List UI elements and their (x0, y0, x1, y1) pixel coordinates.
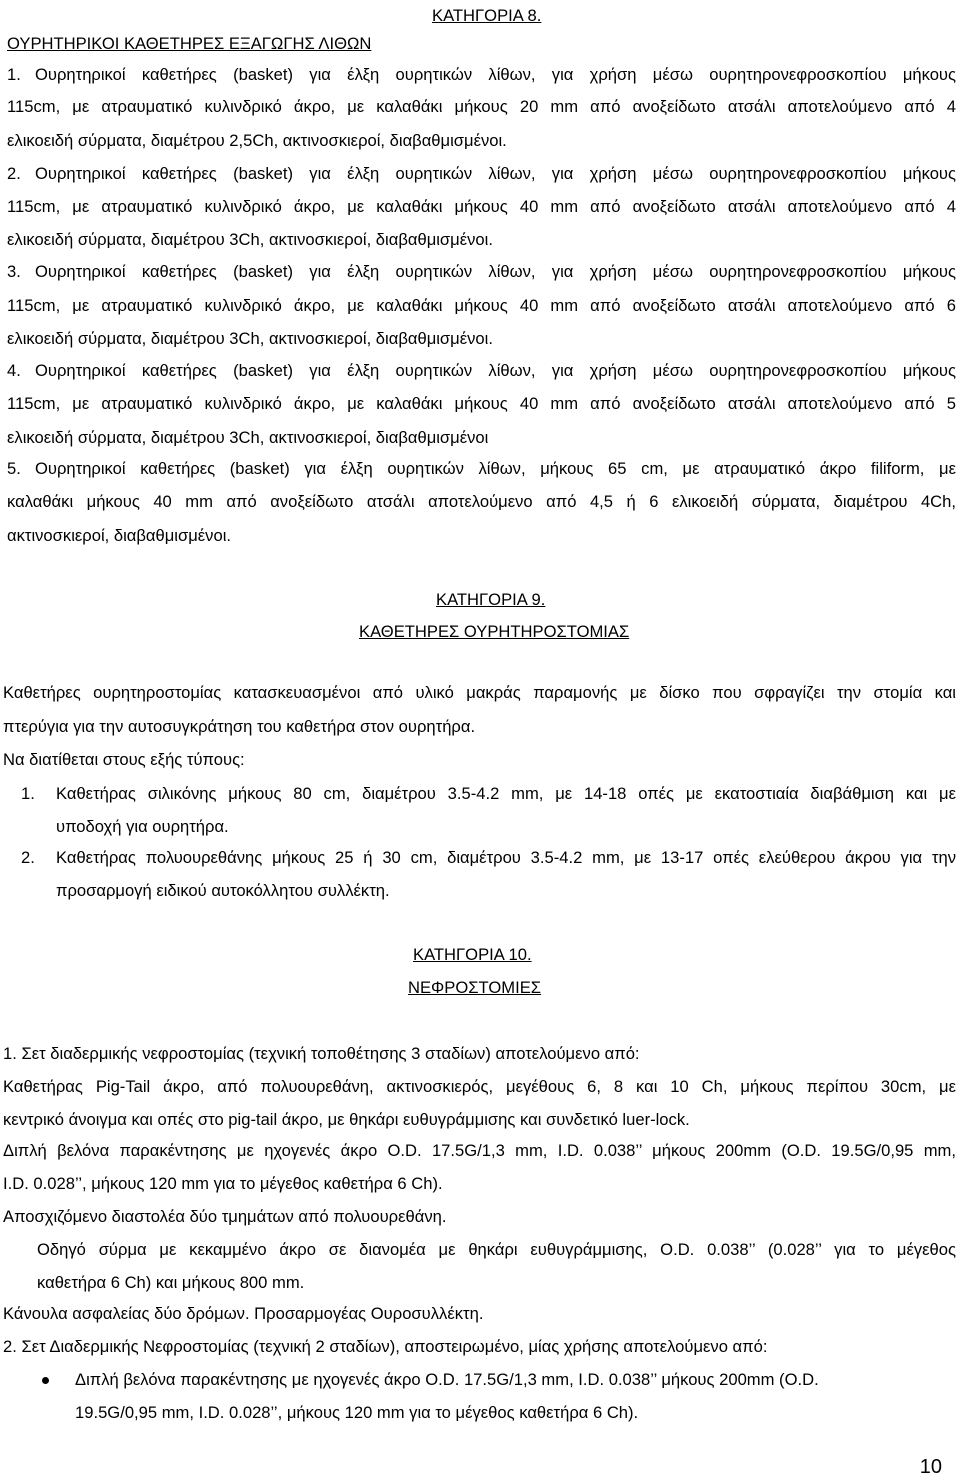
cat8-title: ΟΥΡΗΤΗΡΙΚΟΙ ΚΑΘΕΤΗΡΕΣ ΕΞΑΓΩΓΗΣ ΛΙΘΩΝ (7, 34, 372, 53)
cat8-item-4-num: 4. (7, 361, 21, 380)
cat8-item-4-line-1: Ουρητηρικοί καθετήρες (basket) για έλξη ουρητικών λίθων, για χρήση μέσω ουρητηρονεφροσκοπίου μήκους (35, 361, 956, 380)
cat8-item-5-num: 5. (7, 459, 21, 478)
cat10-set2-title: 2. Σετ Διαδερμικής Νεφροστομίας (τεχνική 2 σταδίων), αποστειρωμένο, μίας χρήσης αποτελούμενο από: (3, 1337, 768, 1356)
cat8-item-3-num: 3. (7, 262, 21, 281)
cat8-item-2-line-1: Ουρητηρικοί καθετήρες (basket) για έλξη ουρητικών λίθων, για χρήση μέσω ουρητηρονεφροσκοπίου μήκους (35, 164, 956, 183)
cat10-set1-title: 1. Σετ διαδερμικής νεφροστομίας (τεχνική τοποθέτησης 3 σταδίων) αποτελούμενο από: (3, 1044, 640, 1063)
cat10-set1-cannula: Κάνουλα ασφαλείας δύο δρόμων. Προσαρμογέας Ουροσυλλέκτη. (3, 1304, 484, 1323)
cat10-set1-needle-line-2: I.D. 0.028’’, μήκους 120 mm για το μέγεθος καθετήρα 6 Ch). (3, 1174, 443, 1193)
cat10-set1-catheter-line-2: κεντρικό άνοιγμα και οπές στο pig-tail άκρο, με θηκάρι ευθυγράμμισης και συνδετικό luer-lock. (3, 1110, 690, 1129)
cat9-item-1-line-2: υποδοχή για ουρητήρα. (56, 817, 229, 836)
cat8-item-5-line-1: Ουρητηρικοί καθετήρες (basket) για έλξη ουρητικών λίθων, μήκους 65 cm, με ατραυματικό άκρο filiform, με (35, 459, 956, 478)
bullet-icon (42, 1377, 49, 1384)
cat8-item-3-line-1: Ουρητηρικοί καθετήρες (basket) για έλξη ουρητικών λίθων, για χρήση μέσω ουρητηρονεφροσκοπίου μήκους (35, 262, 956, 281)
cat10-set2-bullet-line-2: 19.5G/0,95 mm, I.D. 0.028’’, μήκους 120 mm για το μέγεθος καθετήρα 6 Ch). (75, 1403, 639, 1422)
cat9-title: ΚΑΘΕΤΗΡΕΣ ΟΥΡΗΤΗΡΟΣΤΟΜΙΑΣ (359, 622, 630, 641)
cat10-set1-needle-line-1: Διπλή βελόνα παρακέντησης με ηχογενές άκρο O.D. 17.5G/1,3 mm, I.D. 0.038’’ μήκους 200mm (O.D. 19.5G/0,95 mm, (3, 1141, 956, 1160)
cat8-item-3-line-2: 115cm, με ατραυματικό κυλινδρικό άκρο, με καλαθάκι μήκους 40 mm από ανοξείδωτο ατσάλι αποτελούμενο από 6 (7, 296, 956, 315)
cat9-available: Να διατίθεται στους εξής τύπους: (3, 750, 245, 769)
cat8-item-3-line-3: ελικοειδή σύρματα, διαμέτρου 3Ch, ακτινοσκιεροί, διαβαθμισμένοι. (7, 329, 493, 348)
cat8-item-1-line-2: 115cm, με ατραυματικό κυλινδρικό άκρο, με καλαθάκι μήκους 20 mm από ανοξείδωτο ατσάλι αποτελούμενο από 4 (7, 97, 956, 116)
cat8-item-1-num: 1. (7, 65, 21, 84)
cat9-item-1-line-1: Καθετήρας σιλικόνης μήκους 80 cm, διαμέτρου 3.5-4.2 mm, με 14-18 οπές με εκατοστιαία διαβάθμιση και με (56, 784, 956, 803)
cat10-set1-guide-line-1: Οδηγό σύρμα με κεκαμμένο άκρο σε διανομέα με θηκάρι ευθυγράμμισης, O.D. 0.038’’ (0.028’’ για το μέγεθος (37, 1240, 956, 1259)
cat8-item-2-line-2: 115cm, με ατραυματικό κυλινδρικό άκρο, με καλαθάκι μήκους 40 mm από ανοξείδωτο ατσάλι αποτελούμενο από 4 (7, 197, 956, 216)
cat9-intro-line-1: Καθετήρες ουρητηροστομίας κατασκευασμένοι από υλικό μακράς παραμονής με δίσκο που σφραγίζει την στομία και (3, 683, 956, 702)
cat8-item-2-line-3: ελικοειδή σύρματα, διαμέτρου 3Ch, ακτινοσκιεροί, διαβαθμισμένοι. (7, 230, 493, 249)
cat10-title: ΝΕΦΡΟΣΤΟΜΙΕΣ (408, 978, 542, 997)
cat10-heading: ΚΑΤΗΓΟΡΙΑ 10. (413, 945, 532, 964)
cat9-item-2-line-1: Καθετήρας πολυουρεθάνης μήκους 25 ή 30 cm, διαμέτρου 3.5-4.2 mm, με 13-17 οπές ελεύθερου άκρου για την (56, 848, 956, 867)
cat8-item-4-line-2: 115cm, με ατραυματικό κυλινδρικό άκρο, με καλαθάκι μήκους 40 mm από ανοξείδωτο ατσάλι αποτελούμενο από 5 (7, 394, 956, 413)
cat10-set1-dilator: Αποσχιζόμενο διαστολέα δύο τμημάτων από πολυουρεθάνη. (3, 1207, 447, 1226)
cat8-item-5-line-2: καλαθάκι μήκους 40 mm από ανοξείδωτο ατσάλι αποτελούμενο από 4,5 ή 6 ελικοειδή σύρματα, διαμέτρου 4Ch, (7, 492, 956, 511)
page-number: 10 (919, 1456, 942, 1478)
cat10-set2-bullet-line-1: Διπλή βελόνα παρακέντησης με ηχογενές άκρο O.D. 17.5G/1,3 mm, I.D. 0.038’’ μήκους 200mm (O.D. (75, 1370, 819, 1389)
cat8-item-4-line-3: ελικοειδή σύρματα, διαμέτρου 3Ch, ακτινοσκιεροί, διαβαθμισμένοι (7, 428, 489, 447)
cat10-set1-catheter-line-1: Καθετήρας Pig-Tail άκρο, από πολυουρεθάνη, ακτινοσκιερός, μεγέθους 6, 8 και 10 Ch, μήκους περίπου 30cm, με (3, 1077, 956, 1096)
cat8-item-1-line-1: Ουρητηρικοί καθετήρες (basket) για έλξη ουρητικών λίθων, για χρήση μέσω ουρητηρονεφροσκοπίου μήκους (35, 65, 956, 84)
cat9-intro-line-2: πτερύγια για την αυτοσυγκράτηση του καθετήρα στον ουρητήρα. (3, 717, 476, 736)
cat9-heading: ΚΑΤΗΓΟΡΙΑ 9. (436, 590, 546, 609)
cat10-set1-guide-line-2: καθετήρα 6 Ch) και μήκους 800 mm. (37, 1273, 305, 1292)
cat9-item-2-num: 2. (21, 848, 35, 867)
cat9-item-2-line-2: προσαρμογή ειδικού αυτοκόλλητου συλλέκτη. (56, 881, 390, 900)
cat8-item-1-line-3: ελικοειδή σύρματα, διαμέτρου 2,5Ch, ακτινοσκιεροί, διαβαθμισμένοι. (7, 131, 507, 150)
cat8-item-2-num: 2. (7, 164, 21, 183)
cat9-item-1-num: 1. (21, 784, 35, 803)
cat8-heading: ΚΑΤΗΓΟΡΙΑ 8. (432, 6, 542, 25)
cat8-item-5-line-3: ακτινοσκιεροί, διαβαθμισμένοι. (7, 526, 232, 545)
